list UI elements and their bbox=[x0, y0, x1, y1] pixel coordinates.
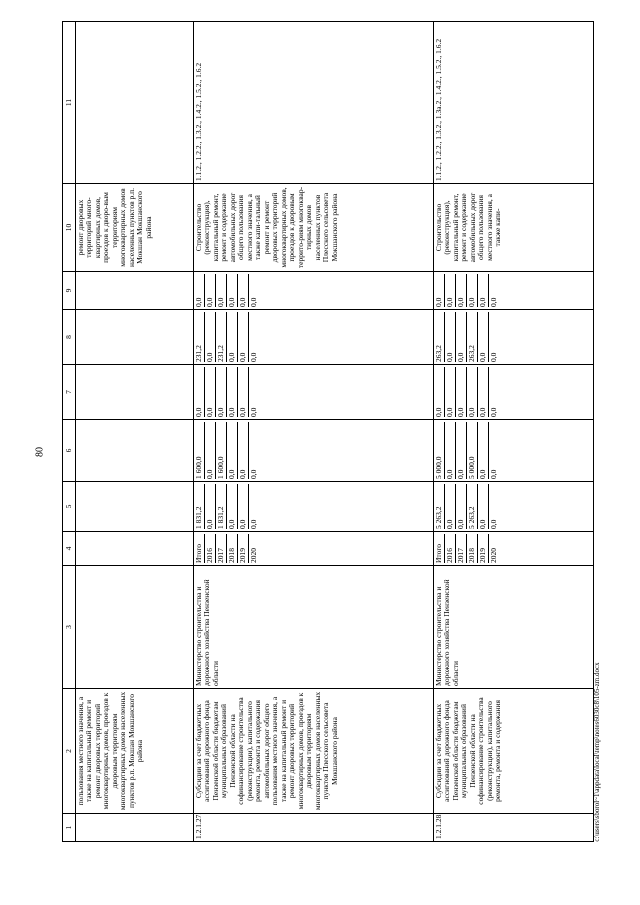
amount-value: 0,0 bbox=[216, 367, 227, 417]
year-value: 2017 bbox=[456, 534, 467, 563]
header-cell: 2 bbox=[63, 689, 76, 814]
amount-value: 0,0 bbox=[445, 312, 456, 362]
cell-number: 1.2.1.27. bbox=[194, 814, 434, 842]
header-cell: 11 bbox=[63, 22, 76, 184]
program-activities-table bbox=[62, 21, 594, 842]
amount-value: 1 600,0 bbox=[194, 422, 205, 479]
cell-empty bbox=[76, 814, 194, 842]
cell-number: 1.2.1.28. bbox=[434, 814, 594, 842]
amount-value: 0,0 bbox=[238, 367, 249, 417]
cell-extra-budget bbox=[434, 272, 594, 310]
amount-value: 0,0 bbox=[205, 312, 216, 362]
cell-local-budget bbox=[434, 310, 594, 365]
amount-value: 5 000,0 bbox=[467, 422, 478, 479]
amount-value: 0,0 bbox=[489, 352, 498, 362]
amount-value: 0,0 bbox=[478, 367, 489, 417]
year-value: Итого bbox=[194, 534, 205, 563]
amount-value: 0,0 bbox=[478, 274, 489, 307]
cell-total-funding bbox=[194, 482, 434, 532]
amount-value: 0,0 bbox=[205, 274, 216, 307]
continuation-row bbox=[76, 22, 194, 842]
cell-executor: Министерство строительства и дорожного хозяйства Пензенской области bbox=[194, 566, 434, 689]
year-value: 2018 bbox=[467, 534, 478, 563]
cell-federal-budget bbox=[194, 365, 434, 420]
amount-value: 0,0 bbox=[445, 274, 456, 307]
amount-value: 1 831,2 bbox=[194, 484, 205, 529]
amount-value: 5 263,2 bbox=[467, 484, 478, 529]
year-value: 2016 bbox=[445, 534, 456, 563]
cell-empty bbox=[76, 365, 194, 420]
amount-value: 0,0 bbox=[238, 312, 249, 362]
amount-value: 0,0 bbox=[205, 484, 216, 529]
amount-value: 0,0 bbox=[227, 312, 238, 362]
cell-empty bbox=[76, 566, 194, 689]
header-cell: 4 bbox=[63, 532, 76, 566]
cell-empty bbox=[76, 420, 194, 482]
year-value: 2020 bbox=[489, 548, 498, 563]
amount-value: 0,0 bbox=[489, 519, 498, 529]
cell-result: Строительство (реконструкция), капитальный ремонт, ремонт и содержание автомобильных дорог общего пользования местного значения, а также капи-тальный ремонт и ремонт дворовых территорий многоквартирных домов, проездов к дворовым террито-риям многоквар-тирных домов населенных пунктов Плесского сельсовета Мокшанского района bbox=[194, 184, 434, 272]
header-row bbox=[63, 22, 76, 842]
amount-value: 0,0 bbox=[456, 484, 467, 529]
amount-value: 0,0 bbox=[456, 422, 467, 479]
page-number: 80 bbox=[34, 447, 46, 457]
header-cell: 9 bbox=[63, 272, 76, 310]
amount-value: 0,0 bbox=[456, 312, 467, 362]
cell-empty bbox=[76, 310, 194, 365]
header-cell: 3 bbox=[63, 566, 76, 689]
header-cell: 6 bbox=[63, 420, 76, 482]
amount-value: 0,0 bbox=[238, 274, 249, 307]
amount-value: 263,2 bbox=[434, 312, 445, 362]
amount-value: 0,0 bbox=[227, 274, 238, 307]
amount-value: 0,0 bbox=[249, 407, 258, 417]
header-cell: 1 bbox=[63, 814, 76, 842]
amount-value: 0,0 bbox=[238, 484, 249, 529]
year-value: 2020 bbox=[249, 548, 258, 563]
amount-value: 0,0 bbox=[489, 407, 498, 417]
amount-value: 0,0 bbox=[489, 469, 498, 479]
cell-result: ремонт дворовых территорий много-квартирных домов, проездов к дворо-вым территориям многоквартирных домов населенных пунктов р.п. Мокшан Мокшанского района bbox=[76, 184, 194, 272]
amount-value: 0,0 bbox=[238, 422, 249, 479]
amount-value: 0,0 bbox=[227, 367, 238, 417]
table-row bbox=[434, 22, 594, 842]
amount-value: 0,0 bbox=[194, 367, 205, 417]
amount-value: 0,0 bbox=[467, 274, 478, 307]
amount-value: 0,0 bbox=[205, 367, 216, 417]
amount-value: 0,0 bbox=[194, 274, 205, 307]
header-cell: 7 bbox=[63, 365, 76, 420]
amount-value: 0,0 bbox=[434, 367, 445, 417]
amount-value: 0,0 bbox=[227, 422, 238, 479]
amount-value: 0,0 bbox=[456, 274, 467, 307]
cell-extra-budget bbox=[194, 272, 434, 310]
amount-value: 0,0 bbox=[445, 422, 456, 479]
cell-result: Строительство (реконструкция), капитальный ремонт, ремонт и содержание автомобильных дорог общего пользования местного значения, а также капи- bbox=[434, 184, 594, 272]
amount-value: 231,2 bbox=[194, 312, 205, 362]
amount-value: 0,0 bbox=[445, 484, 456, 529]
amount-value: 0,0 bbox=[478, 422, 489, 479]
header-cell: 5 bbox=[63, 482, 76, 532]
amount-value: 1 831,2 bbox=[216, 484, 227, 529]
amount-value: 0,0 bbox=[249, 297, 258, 307]
header-cell: 8 bbox=[63, 310, 76, 365]
file-path: c:\users\sborol~1\appdata\local\temp\notes6030c8\105-zm.docx bbox=[593, 662, 601, 842]
cell-regional-budget bbox=[194, 420, 434, 482]
cell-indicators: 1.1.2., 1.2.2., 1.3.2., 1.3а.2., 1.4.2., 1.5.2., 1.6.2 bbox=[434, 22, 594, 184]
amount-value: 0,0 bbox=[489, 297, 498, 307]
cell-local-budget bbox=[194, 310, 434, 365]
amount-value: 0,0 bbox=[249, 519, 258, 529]
cell-executor: Министерство строительства и дорожного хозяйства Пензенской области bbox=[434, 566, 594, 689]
amount-value: 0,0 bbox=[434, 274, 445, 307]
cell-years bbox=[434, 532, 594, 566]
cell-empty bbox=[76, 482, 194, 532]
cell-empty bbox=[76, 272, 194, 310]
amount-value: 263,2 bbox=[467, 312, 478, 362]
cell-empty bbox=[76, 532, 194, 566]
table-row bbox=[194, 22, 434, 842]
cell-indicators: 1.1.2., 1.2.2., 1.3.2., 1.4.2., 1.5.2., 1.6.2 bbox=[194, 22, 434, 184]
amount-value: 0,0 bbox=[216, 274, 227, 307]
amount-value: 0,0 bbox=[478, 484, 489, 529]
amount-value: 231,2 bbox=[216, 312, 227, 362]
cell-empty bbox=[76, 22, 194, 184]
amount-value: 0,0 bbox=[205, 422, 216, 479]
amount-value: 0,0 bbox=[478, 312, 489, 362]
amount-value: 0,0 bbox=[249, 469, 258, 479]
amount-value: 5 263,2 bbox=[434, 484, 445, 529]
cell-regional-budget bbox=[434, 420, 594, 482]
year-value: 2017 bbox=[216, 534, 227, 563]
header-cell: 10 bbox=[63, 184, 76, 272]
year-value: 2018 bbox=[227, 534, 238, 563]
amount-value: 1 600,0 bbox=[216, 422, 227, 479]
year-value: 2019 bbox=[478, 534, 489, 563]
amount-value: 0,0 bbox=[249, 352, 258, 362]
amount-value: 0,0 bbox=[227, 484, 238, 529]
cell-federal-budget bbox=[434, 365, 594, 420]
cell-activity-name: Субсидии за счет бюджетных ассигнований дорожного фонда Пензенской области бюджетам муниципальных образований Пензенской области на софинансирование строительства (реконструкции), капитального ремонта, ремонта и содержания bbox=[434, 689, 594, 814]
cell-activity-name: пользования местного значения, а также на капитальный ремонт и ремонт дворовых территорий многоквартирных домов, проездов к дворовым территориям многоквартирных домов населенных пунктов р.п. Мокшан Мокшанского района bbox=[76, 689, 194, 814]
year-value: Итого bbox=[434, 534, 445, 563]
amount-value: 0,0 bbox=[467, 367, 478, 417]
cell-years bbox=[194, 532, 434, 566]
cell-total-funding bbox=[434, 482, 594, 532]
year-value: 2016 bbox=[205, 534, 216, 563]
amount-value: 0,0 bbox=[456, 367, 467, 417]
amount-value: 5 000,0 bbox=[434, 422, 445, 479]
rotated-table-wrapper bbox=[62, 22, 594, 842]
year-value: 2019 bbox=[238, 534, 249, 563]
amount-value: 0,0 bbox=[445, 367, 456, 417]
cell-activity-name: Субсидии за счет бюджетных ассигнований дорожного фонда Пензенской области бюджетам муниципальных образований Пензенской области на софинансирование строительства (реконструкции), капитального ремонта, ремонта и содержания автомобильных дорог общего пользования местного значения, а также на капитальный ремонт и ремонт дворовых территорий многоквартирных домов, проездов к дворовым территориям многоквартирных домов населенных пунктов Плесского сельсовета Мокшанского района bbox=[194, 689, 434, 814]
